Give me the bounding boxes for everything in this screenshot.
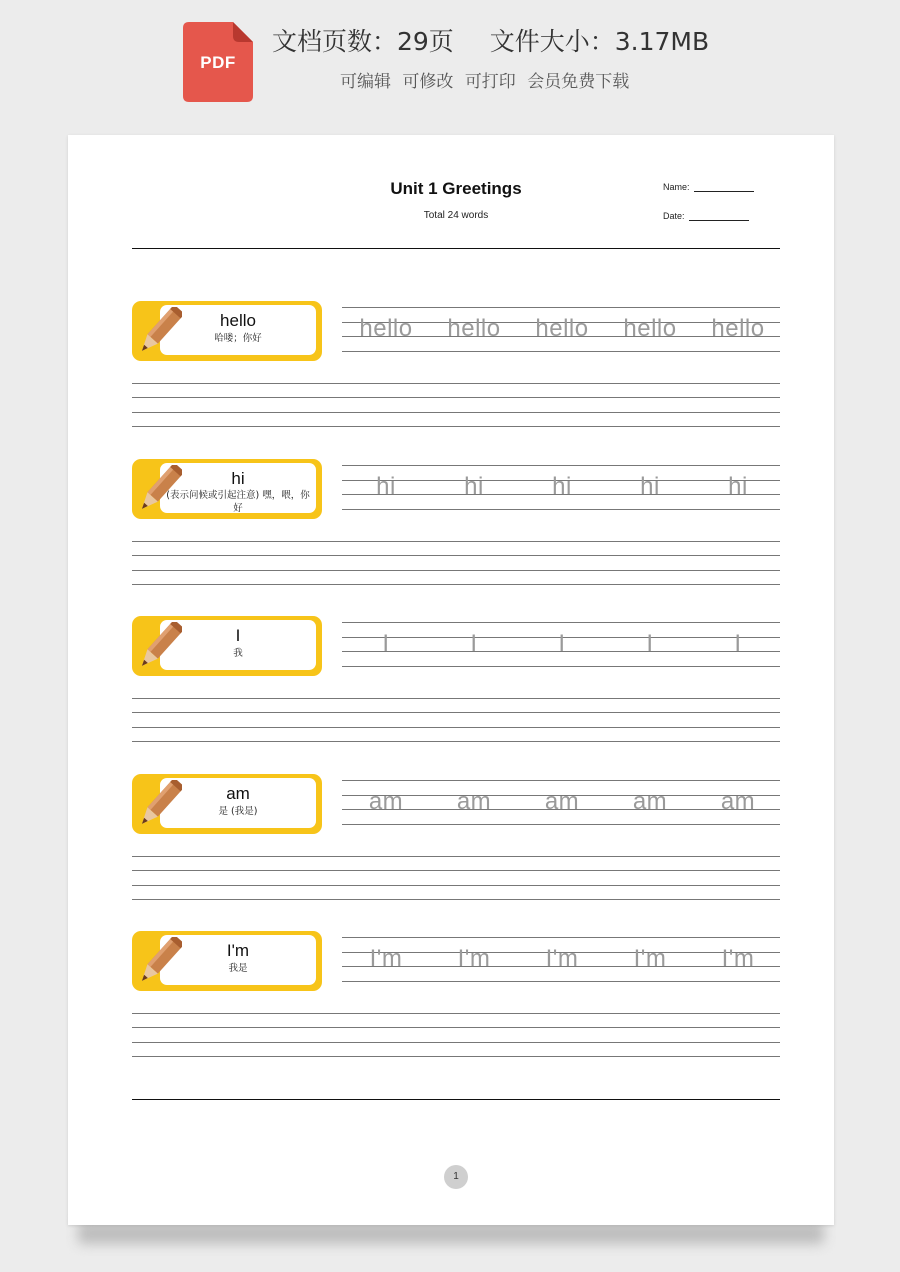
- word-card: [132, 301, 322, 361]
- trace-line-bottom: [342, 824, 780, 825]
- pdf-file-icon: [183, 22, 253, 102]
- tracing-lines: [342, 465, 780, 513]
- trace-line-top: [342, 937, 780, 938]
- footer-rule: [132, 1099, 780, 1100]
- trace-word: I: [734, 630, 742, 657]
- word-card: [132, 774, 322, 834]
- practice-line: [132, 1056, 780, 1057]
- vocab-word: hello: [220, 311, 256, 330]
- trace-line-bottom: [342, 351, 780, 352]
- word-block-2: [132, 459, 780, 589]
- tracing-lines: [342, 307, 780, 355]
- trace-word: hi: [464, 473, 484, 500]
- practice-line: [132, 426, 780, 427]
- worksheet-page: [68, 135, 834, 1225]
- practice-line: [132, 741, 780, 742]
- document-meta: [272, 22, 732, 58]
- trace-word-row: [342, 630, 780, 660]
- vocab-meaning: 是 (我是): [218, 806, 258, 817]
- trace-word: am: [720, 788, 756, 815]
- trace-word: I: [470, 630, 478, 657]
- worksheet-title: Unit 1 Greetings: [390, 179, 522, 198]
- vocab-word: I: [235, 626, 241, 645]
- practice-line: [132, 555, 780, 556]
- tracing-lines: [342, 622, 780, 670]
- trace-line-top: [342, 780, 780, 781]
- trace-line-bottom: [342, 981, 780, 982]
- perk-editable: 可编辑: [340, 72, 391, 92]
- vocab-meaning: 我: [233, 648, 243, 659]
- trace-word: am: [632, 788, 668, 815]
- trace-word: I'm: [369, 945, 403, 972]
- word-card: [132, 931, 322, 991]
- trace-word: hi: [728, 473, 748, 500]
- vocab-meaning: (表示问候或引起注意) 嘿，喂，你好: [166, 490, 310, 514]
- trace-word-row: [342, 788, 780, 818]
- practice-line: [132, 397, 780, 398]
- vocab-meaning: 哈喽；你好: [214, 333, 262, 344]
- practice-line: [132, 412, 780, 413]
- practice-line: [132, 541, 780, 542]
- practice-line: [132, 899, 780, 900]
- practice-line: [132, 383, 780, 384]
- trace-word: I'm: [721, 945, 755, 972]
- trace-word: am: [368, 788, 404, 815]
- word-card: [132, 616, 322, 676]
- page-count: 文档页数：29页: [272, 27, 454, 56]
- name-label: Name:: [663, 182, 690, 192]
- practice-line: [132, 712, 780, 713]
- tracing-lines: [342, 780, 780, 828]
- practice-line: [132, 584, 780, 585]
- practice-line: [132, 870, 780, 871]
- pdf-badge-label: PDF: [200, 53, 236, 72]
- trace-word: I'm: [545, 945, 579, 972]
- trace-word: hi: [552, 473, 572, 500]
- trace-word: hello: [711, 315, 765, 342]
- trace-word: hello: [623, 315, 677, 342]
- practice-line: [132, 885, 780, 886]
- name-blank: [694, 183, 754, 192]
- trace-word: hello: [535, 315, 589, 342]
- worksheet-subtitle: Total 24 words: [423, 210, 489, 221]
- practice-line: [132, 1027, 780, 1028]
- trace-word: am: [544, 788, 580, 815]
- trace-word: I: [558, 630, 566, 657]
- trace-line-top: [342, 622, 780, 623]
- date-label: Date:: [663, 211, 685, 221]
- trace-word: am: [456, 788, 492, 815]
- file-size: 文件大小：3.17MB: [489, 27, 710, 56]
- trace-word: I'm: [457, 945, 491, 972]
- perk-modifiable: 可修改: [402, 72, 454, 92]
- trace-word: hi: [640, 473, 660, 500]
- perk-free-download[interactable]: 会员免费下载: [527, 72, 630, 92]
- vocab-word: I'm: [226, 941, 250, 960]
- vocab-word: am: [226, 784, 250, 803]
- trace-word: hi: [376, 473, 396, 500]
- trace-line-bottom: [342, 509, 780, 510]
- date-field: [663, 211, 749, 221]
- trace-line-top: [342, 465, 780, 466]
- trace-word-row: [342, 473, 780, 503]
- trace-word: hello: [359, 315, 413, 342]
- word-card: [132, 459, 322, 519]
- trace-line-top: [342, 307, 780, 308]
- practice-line: [132, 698, 780, 699]
- trace-word: I'm: [633, 945, 667, 972]
- tracing-lines: [342, 937, 780, 985]
- trace-word: I: [382, 630, 390, 657]
- practice-line: [132, 856, 780, 857]
- practice-line: [132, 570, 780, 571]
- header-rule: [132, 248, 780, 249]
- document-perks: [340, 67, 635, 92]
- trace-word: hello: [447, 315, 501, 342]
- word-block-1: [132, 301, 780, 431]
- vocab-meaning: 我是: [228, 963, 248, 974]
- word-block-4: [132, 774, 780, 904]
- practice-line: [132, 1013, 780, 1014]
- trace-word: I: [646, 630, 654, 657]
- practice-line: [132, 1042, 780, 1043]
- trace-line-bottom: [342, 666, 780, 667]
- word-block-3: [132, 616, 780, 746]
- trace-word-row: [342, 945, 780, 975]
- perk-printable: 可打印: [464, 72, 516, 92]
- page-number: 1: [444, 1165, 468, 1189]
- name-field: [663, 182, 754, 192]
- practice-line: [132, 727, 780, 728]
- page-shadow: [78, 1222, 824, 1244]
- date-blank: [689, 212, 749, 221]
- trace-word-row: [342, 315, 780, 345]
- vocab-word: hi: [231, 469, 245, 488]
- word-block-5: [132, 931, 780, 1061]
